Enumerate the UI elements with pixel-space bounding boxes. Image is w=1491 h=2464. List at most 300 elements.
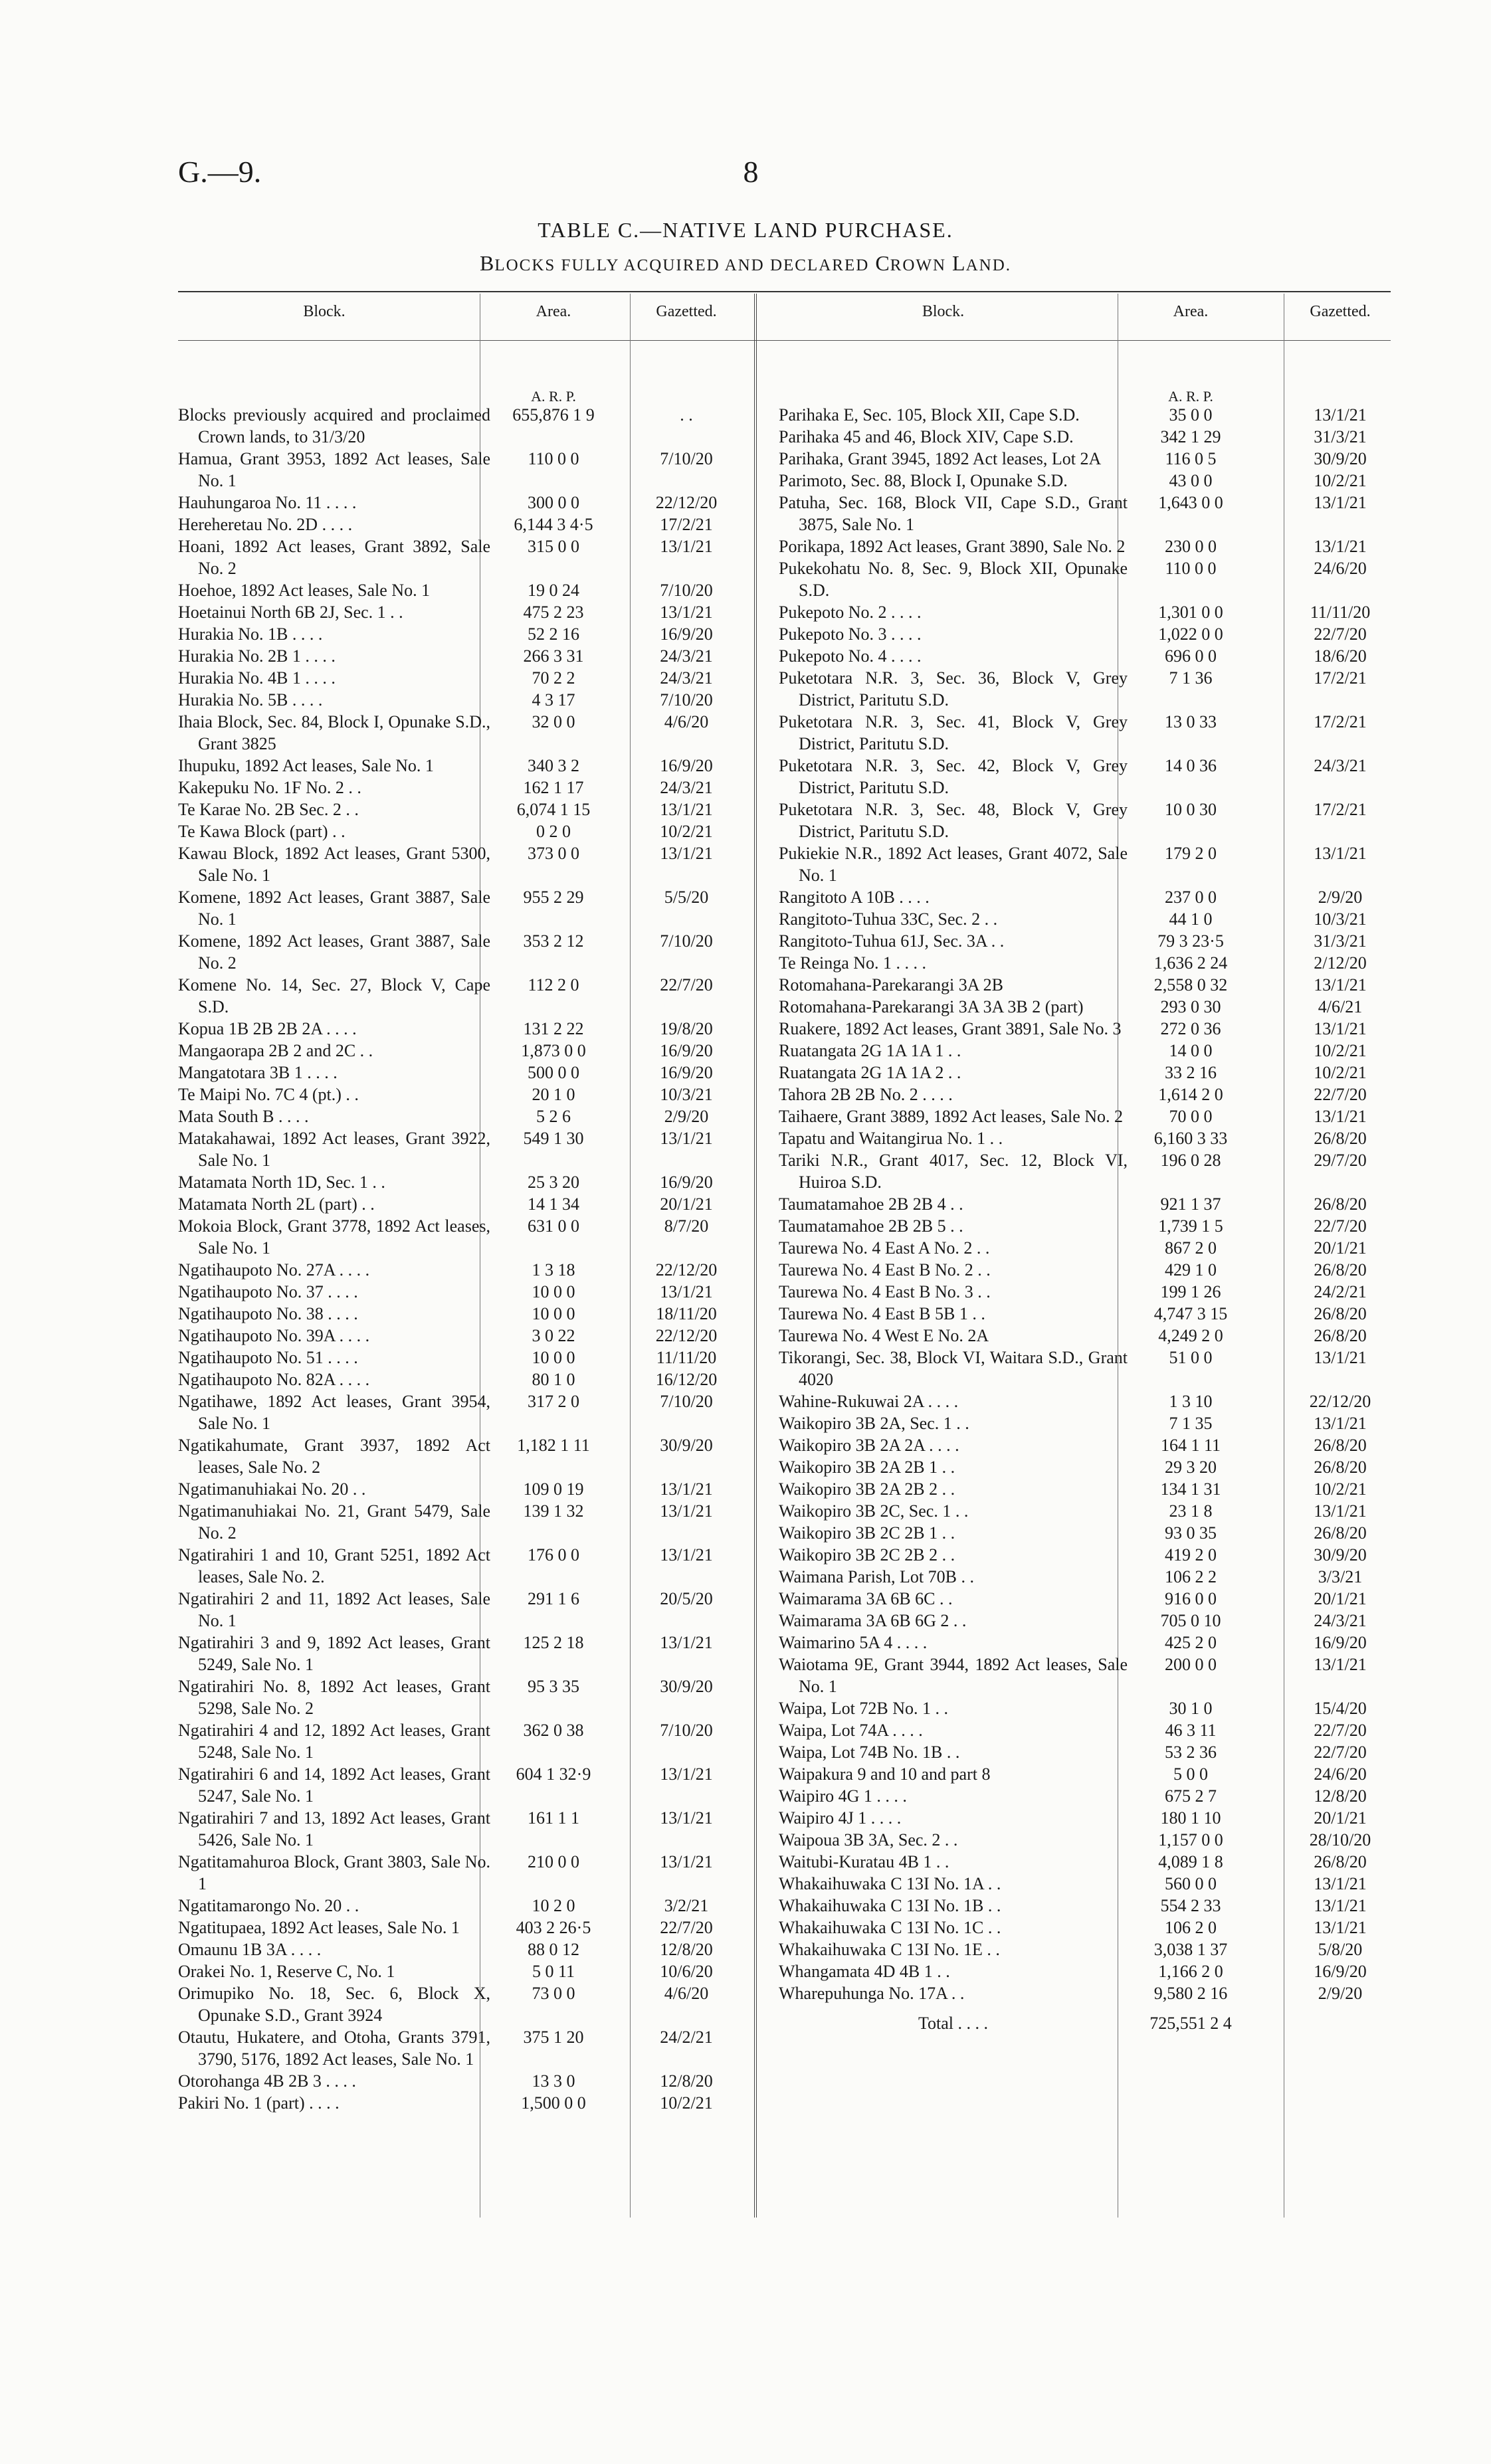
gazetted-date: 13/1/21	[660, 1633, 713, 1652]
table-row	[178, 799, 743, 820]
block-name: Ngatihawe, 1892 Act leases, Grant 3954, Sale No. 1	[178, 1392, 490, 1433]
table-row	[779, 1829, 1391, 1851]
block-name: Waipa, Lot 72B No. 1 . .	[779, 1699, 948, 1718]
block-name: Komene, 1892 Act leases, Grant 3887, Sale No. 1	[178, 888, 490, 929]
area-value: 1,022 0 0	[1158, 624, 1223, 644]
block-name: Otorohanga 4B 2B 3 . . . .	[178, 2071, 356, 2091]
table-row	[178, 1895, 743, 1917]
table-row	[178, 1325, 743, 1347]
area-value: 317 2 0	[528, 1392, 579, 1411]
area-value: 955 2 29	[523, 888, 584, 907]
table-row	[779, 1303, 1391, 1325]
units-row	[779, 385, 1391, 404]
gazetted-date: 13/1/21	[660, 1501, 713, 1521]
area-units: A. R. P.	[1168, 388, 1213, 405]
table-row	[779, 667, 1391, 711]
block-name: Omaunu 1B 3A . . . .	[178, 1940, 322, 1959]
table-row	[178, 1193, 743, 1215]
block-name: Ngatirahiri 1 and 10, Grant 5251, 1892 Act leases, Sale No. 2.	[178, 1545, 490, 1586]
table-row	[779, 1588, 1391, 1610]
block-name: Hoani, 1892 Act leases, Grant 3892, Sale No. 2	[178, 537, 490, 578]
block-name: Tikorangi, Sec. 38, Block VI, Waitara S.D., Grant 4020	[779, 1348, 1128, 1389]
table-row	[779, 711, 1391, 755]
area-value: 500 0 0	[528, 1063, 579, 1082]
right-table	[779, 385, 1391, 2034]
area-value: 604 1 32·9	[516, 1764, 591, 1784]
gazetted-date: 30/9/20	[660, 1436, 713, 1455]
area-value: 342 1 29	[1160, 427, 1221, 446]
table-row	[779, 1127, 1391, 1149]
block-name: Mangatotara 3B 1 . . . .	[178, 1063, 338, 1082]
gazetted-date: 20/1/21	[660, 1194, 713, 1214]
block-name: Parihaka E, Sec. 105, Block XII, Cape S.D.	[779, 405, 1080, 425]
area-value: 125 2 18	[523, 1633, 584, 1652]
area-value: 631 0 0	[528, 1216, 579, 1236]
table-row	[779, 1939, 1391, 1960]
area-value: 362 0 38	[523, 1721, 584, 1740]
gazetted-date: 2/12/20	[1314, 953, 1367, 973]
gazetted-date: 10/2/21	[660, 822, 713, 841]
table-row	[779, 1193, 1391, 1215]
table-row	[178, 404, 743, 448]
table-row	[779, 974, 1391, 996]
total-row	[779, 2012, 1391, 2034]
area-value: 549 1 30	[523, 1129, 584, 1148]
table-row	[178, 1127, 743, 1171]
gazetted-date: 22/7/20	[1314, 624, 1367, 644]
area-value: 272 0 36	[1160, 1019, 1221, 1038]
gazetted-date: 13/1/21	[1314, 1107, 1367, 1126]
block-name: Rangitoto-Tuhua 61J, Sec. 3A . .	[779, 931, 1005, 951]
area-value: 43 0 0	[1169, 471, 1213, 490]
area-value: 46 3 11	[1165, 1721, 1217, 1740]
gazetted-date: 26/8/20	[1314, 1129, 1367, 1148]
block-name: Ngatirahiri 4 and 12, 1892 Act leases, Grant 5248, Sale No. 1	[178, 1721, 490, 1762]
table-row	[779, 1654, 1391, 1697]
gazetted-date: 24/6/20	[1314, 559, 1367, 578]
block-name: Pukepoto No. 4 . . . .	[779, 646, 922, 666]
table-row	[779, 1763, 1391, 1785]
area-value: 196 0 28	[1160, 1151, 1221, 1170]
area-value: 237 0 0	[1165, 888, 1217, 907]
area-value: 210 0 0	[528, 1852, 579, 1871]
table-row	[779, 1105, 1391, 1127]
table-row	[779, 1566, 1391, 1588]
area-value: 10 0 30	[1165, 800, 1217, 819]
gazetted-date: 13/1/21	[660, 1852, 713, 1871]
table-row	[779, 1281, 1391, 1303]
area-value: 1 3 10	[1169, 1392, 1213, 1411]
area-value: 340 3 2	[528, 756, 579, 775]
block-name: Taumatamahoe 2B 2B 4 . .	[779, 1194, 963, 1214]
table-row	[779, 799, 1391, 842]
area-value: 419 2 0	[1165, 1545, 1217, 1564]
block-name: Ngatirahiri No. 8, 1892 Act leases, Grant 5298, Sale No. 2	[178, 1677, 490, 1718]
block-name: Ngatimanuhiakai No. 21, Grant 5479, Sale No. 2	[178, 1501, 490, 1543]
block-name: Tahora 2B 2B No. 2 . . . .	[779, 1085, 953, 1104]
block-name: Taurewa No. 4 West E No. 2A	[779, 1326, 989, 1345]
table-row	[178, 645, 743, 667]
block-name: Taurewa No. 4 East B No. 3 . .	[779, 1282, 991, 1301]
page-number: 8	[743, 155, 759, 189]
gazetted-date: 10/2/21	[1314, 471, 1367, 490]
gazetted-date: 13/1/21	[660, 537, 713, 556]
area-value: 25 3 20	[528, 1173, 579, 1192]
table-row	[779, 1084, 1391, 1105]
block-name: Puketotara N.R. 3, Sec. 48, Block V, Grey District, Paritutu S.D.	[779, 800, 1128, 841]
area-value: 5 2 6	[536, 1107, 571, 1126]
gazetted-date: 5/5/20	[664, 888, 709, 907]
gazetted-date: 13/1/21	[1314, 975, 1367, 995]
area-value: 9,580 2 16	[1153, 1984, 1228, 2003]
gazetted-date: 20/1/21	[1314, 1238, 1367, 1258]
gazetted-date: 22/12/20	[655, 1326, 718, 1345]
table-row	[178, 755, 743, 777]
area-value: 1,301 0 0	[1158, 603, 1223, 622]
gazetted-date: 11/11/20	[656, 1348, 717, 1367]
gazetted-date: 7/10/20	[660, 931, 713, 951]
gazetted-date: 13/1/21	[1314, 1655, 1367, 1674]
area-value: 30 1 0	[1169, 1699, 1213, 1718]
block-name: Te Reinga No. 1 . . . .	[779, 953, 927, 973]
gazetted-date: 13/1/21	[1314, 1874, 1367, 1893]
gazetted-date: 22/7/20	[660, 1918, 713, 1937]
block-name: Matamata North 2L (part) . .	[178, 1194, 375, 1214]
block-name: Ngatirahiri 7 and 13, 1892 Act leases, Grant 5426, Sale No. 1	[178, 1808, 490, 1849]
gazetted-date: 30/9/20	[660, 1677, 713, 1696]
area-value: 6,074 1 15	[516, 800, 591, 819]
block-name: Parihaka, Grant 3945, 1892 Act leases, Lot 2A	[779, 449, 1102, 468]
header-rule	[178, 340, 1391, 341]
block-name: Kakepuku No. 1F No. 2 . .	[178, 778, 361, 797]
area-value: 7 1 35	[1169, 1414, 1213, 1433]
gazetted-date: 20/5/20	[660, 1589, 713, 1608]
block-name: Mokoia Block, Grant 3778, 1892 Act leases, Sale No. 1	[178, 1216, 490, 1258]
gazetted-date: 24/3/21	[1314, 1611, 1367, 1630]
gazetted-date: 2/9/20	[664, 1107, 709, 1126]
area-value: 14 0 0	[1169, 1041, 1213, 1060]
block-name: Wharepuhunga No. 17A . .	[779, 1984, 965, 2003]
block-name: Pukekohatu No. 8, Sec. 9, Block XII, Opunake S.D.	[779, 559, 1128, 600]
area-value: 2,558 0 32	[1153, 975, 1228, 995]
gazetted-date: 13/1/21	[1314, 405, 1367, 425]
gazetted-date: 11/11/20	[1310, 603, 1371, 622]
gazetted-date: 8/7/20	[664, 1216, 709, 1236]
gazetted-date: 24/3/21	[660, 778, 713, 797]
area-value: 70 0 0	[1169, 1107, 1213, 1126]
area-value: 291 1 6	[528, 1589, 579, 1608]
block-name: Te Kawa Block (part) . .	[178, 822, 346, 841]
block-name: Rangitoto-Tuhua 33C, Sec. 2 . .	[779, 909, 998, 929]
table-row	[779, 1895, 1391, 1917]
table-row	[779, 1982, 1391, 2004]
table-row	[779, 1215, 1391, 1237]
gazetted-date: 10/3/21	[1314, 909, 1367, 929]
area-value: 14 0 36	[1165, 756, 1217, 775]
table-row	[779, 1478, 1391, 1500]
total-area: 725,551 2 4	[1149, 2014, 1232, 2033]
table-row	[178, 1281, 743, 1303]
gazetted-date: 30/9/20	[1314, 449, 1367, 468]
gazetted-date: 24/3/21	[660, 646, 713, 666]
gazetted-date: 13/1/21	[1314, 1896, 1367, 1915]
table-row	[178, 1215, 743, 1259]
block-name: Komene No. 14, Sec. 27, Block V, Cape S.D.	[178, 975, 490, 1016]
block-name: Kopua 1B 2B 2B 2A . . . .	[178, 1019, 357, 1038]
block-name: Waikopiro 3B 2A, Sec. 1 . .	[779, 1414, 969, 1433]
block-name: Waikopiro 3B 2A 2A . . . .	[779, 1436, 959, 1455]
area-value: 5 0 11	[532, 1962, 575, 1981]
table-row	[779, 1697, 1391, 1719]
block-name: Ngatitamahuroa Block, Grant 3803, Sale No. 1	[178, 1852, 490, 1893]
gazetted-date: 26/8/20	[1314, 1326, 1367, 1345]
block-name: Ngatihaupoto No. 82A . . . .	[178, 1370, 370, 1389]
table-row	[178, 1347, 743, 1369]
gazetted-date: 24/6/20	[1314, 1764, 1367, 1784]
area-value: 10 0 0	[532, 1282, 575, 1301]
block-name: Ngatihaupoto No. 27A . . . .	[178, 1260, 370, 1279]
gazetted-date: 7/10/20	[660, 690, 713, 710]
area-value: 116 0 5	[1165, 449, 1217, 468]
block-name: Pakiri No. 1 (part) . . . .	[178, 2093, 340, 2113]
table-row	[779, 1259, 1391, 1281]
gazetted-date: 22/7/20	[1314, 1085, 1367, 1104]
table-row	[779, 1456, 1391, 1478]
table-row	[178, 974, 743, 1018]
area-value: 200 0 0	[1165, 1655, 1217, 1674]
table-row	[779, 1237, 1391, 1259]
table-row	[779, 1632, 1391, 1654]
block-name: Waipakura 9 and 10 and part 8	[779, 1764, 991, 1784]
table-row	[178, 1478, 743, 1500]
area-value: 70 2 2	[532, 668, 575, 688]
area-value: 3 0 22	[532, 1326, 575, 1345]
table-row	[779, 1960, 1391, 1982]
table-row	[178, 1369, 743, 1390]
block-name: Komene, 1892 Act leases, Grant 3887, Sale No. 2	[178, 931, 490, 973]
table-row	[178, 1084, 743, 1105]
block-name: Hurakia No. 5B . . . .	[178, 690, 323, 710]
area-value: 73 0 0	[532, 1984, 575, 2003]
area-value: 32 0 0	[532, 712, 575, 731]
block-name: Kawau Block, 1892 Act leases, Grant 5300, Sale No. 1	[178, 844, 490, 885]
area-value: 106 2 2	[1165, 1567, 1217, 1586]
area-value: 1,614 2 0	[1158, 1085, 1223, 1104]
table-row	[779, 1500, 1391, 1522]
area-value: 139 1 32	[523, 1501, 584, 1521]
table-row	[178, 1675, 743, 1719]
left-gazetted-header: Gazetted.	[656, 303, 717, 320]
left-table	[178, 385, 743, 2114]
area-value: 131 2 22	[523, 1019, 584, 1038]
area-value: 10 0 0	[532, 1304, 575, 1323]
area-value: 29 3 20	[1165, 1458, 1217, 1477]
table-row	[178, 1434, 743, 1478]
table-row	[779, 886, 1391, 908]
table-row	[779, 1610, 1391, 1632]
area-value: 6,144 3 4·5	[514, 515, 593, 534]
area-value: 110 0 0	[1165, 559, 1217, 578]
left-block-header: Block.	[303, 303, 346, 320]
table-row	[178, 1171, 743, 1193]
table-row	[178, 1851, 743, 1895]
gazetted-date: 10/6/20	[660, 1962, 713, 1981]
block-name: Whakaihuwaka C 13I No. 1A . .	[779, 1874, 1001, 1893]
table-row	[178, 1763, 743, 1807]
gazetted-date: 16/9/20	[1314, 1962, 1367, 1981]
area-value: 5 0 0	[1173, 1764, 1208, 1784]
block-name: Waipiro 4J 1 . . . .	[779, 1808, 902, 1828]
area-value: 4,089 1 8	[1158, 1852, 1223, 1871]
table-row	[178, 1062, 743, 1084]
gazetted-date: 7/10/20	[660, 581, 713, 600]
area-value: 134 1 31	[1160, 1479, 1221, 1499]
gazetted-date: 13/1/21	[1314, 493, 1367, 512]
gazetted-date: 5/8/20	[1318, 1940, 1363, 1959]
table-row	[178, 1544, 743, 1588]
block-name: Matakahawai, 1892 Act leases, Grant 3922, Sale No. 1	[178, 1129, 490, 1170]
gazetted-date: 22/12/20	[1309, 1392, 1371, 1411]
table-row	[779, 404, 1391, 426]
block-name: Rotomahana-Parekarangi 3A 3A 3B 2 (part)	[779, 997, 1084, 1016]
gazetted-date: 31/3/21	[1314, 931, 1367, 951]
block-name: Taurewa No. 4 East B No. 2 . .	[779, 1260, 991, 1279]
right-block-header: Block.	[922, 303, 965, 320]
gazetted-date: 10/2/21	[660, 2093, 713, 2113]
gazetted-date: 24/2/21	[660, 2028, 713, 2047]
gazetted-date: 13/1/21	[660, 1764, 713, 1784]
right-gazetted-header: Gazetted.	[1310, 303, 1371, 320]
table-row	[178, 711, 743, 755]
gazetted-date: . .	[680, 405, 693, 425]
area-value: 199 1 26	[1160, 1282, 1221, 1301]
gazetted-date: 19/8/20	[660, 1019, 713, 1038]
area-value: 1,157 0 0	[1158, 1830, 1223, 1849]
gazetted-date: 16/12/20	[655, 1370, 718, 1389]
area-value: 655,876 1 9	[512, 405, 595, 425]
gazetted-date: 13/1/21	[660, 603, 713, 622]
block-name: Blocks previously acquired and proclaimed Crown lands, to 31/3/20	[178, 405, 490, 446]
gazetted-date: 26/8/20	[1314, 1436, 1367, 1455]
table-row	[779, 1390, 1391, 1412]
gazetted-date: 7/10/20	[660, 1721, 713, 1740]
block-name: Ngatirahiri 6 and 14, 1892 Act leases, Grant 5247, Sale No. 1	[178, 1764, 490, 1806]
area-value: 425 2 0	[1165, 1633, 1217, 1652]
area-value: 266 3 31	[523, 646, 584, 666]
gazetted-date: 26/8/20	[1314, 1523, 1367, 1543]
gazetted-date: 2/9/20	[1318, 1984, 1363, 2003]
block-name: Te Maipi No. 7C 4 (pt.) . .	[178, 1085, 359, 1104]
table-row	[779, 930, 1391, 952]
center-divider	[754, 294, 757, 2218]
block-name: Ngatirahiri 3 and 9, 1892 Act leases, Grant 5249, Sale No. 1	[178, 1633, 490, 1674]
block-name: Rotomahana-Parekarangi 3A 2B	[779, 975, 1003, 995]
gazetted-date: 24/3/21	[660, 668, 713, 688]
gazetted-date: 22/7/20	[1314, 1743, 1367, 1762]
area-value: 1,873 0 0	[521, 1041, 586, 1060]
table-row	[779, 601, 1391, 623]
table-row	[178, 1632, 743, 1675]
block-name: Hurakia No. 2B 1 . . . .	[178, 646, 336, 666]
gazetted-date: 13/1/21	[660, 1808, 713, 1828]
gazetted-date: 4/6/20	[664, 1984, 709, 2003]
area-value: 95 3 35	[528, 1677, 579, 1696]
block-name: Waikopiro 3B 2C 2B 2 . .	[779, 1545, 955, 1564]
block-name: Taihaere, Grant 3889, 1892 Act leases, Sale No. 2	[779, 1107, 1124, 1126]
table-row	[779, 1807, 1391, 1829]
total-label: Total . . . .	[918, 2014, 989, 2033]
block-name: Pukepoto No. 2 . . . .	[779, 603, 922, 622]
area-value: 23 1 8	[1169, 1501, 1213, 1521]
block-name: Waimarino 5A 4 . . . .	[779, 1633, 928, 1652]
block-name: Waipiro 4G 1 . . . .	[779, 1786, 907, 1806]
block-name: Whakaihuwaka C 13I No. 1E . .	[779, 1940, 1000, 1959]
table-row	[178, 886, 743, 930]
block-name: Waipa, Lot 74A . . . .	[779, 1721, 923, 1740]
gazetted-date: 16/9/20	[660, 1041, 713, 1060]
block-name: Puketotara N.R. 3, Sec. 41, Block V, Grey District, Paritutu S.D.	[779, 712, 1128, 753]
block-name: Taurewa No. 4 East B 5B 1 . .	[779, 1304, 985, 1323]
gazetted-date: 13/1/21	[660, 1129, 713, 1148]
block-name: Waimana Parish, Lot 70B . .	[779, 1567, 974, 1586]
table-row	[178, 2026, 743, 2070]
gazetted-date: 7/10/20	[660, 1392, 713, 1411]
table-row	[178, 579, 743, 601]
gazetted-date: 30/9/20	[1314, 1545, 1367, 1564]
gazetted-date: 13/1/21	[660, 844, 713, 863]
table-row	[779, 1785, 1391, 1807]
area-value: 921 1 37	[1160, 1194, 1221, 1214]
block-name: Waikopiro 3B 2C 2B 1 . .	[779, 1523, 955, 1543]
table-row	[779, 623, 1391, 645]
block-name: Ruatangata 2G 1A 1A 1 . .	[779, 1041, 961, 1060]
table-row	[178, 1105, 743, 1127]
table-row	[779, 1434, 1391, 1456]
gazetted-date: 26/8/20	[1314, 1458, 1367, 1477]
gazetted-date: 13/1/21	[1314, 1414, 1367, 1433]
gazetted-date: 20/1/21	[1314, 1589, 1367, 1608]
table-row	[779, 1719, 1391, 1741]
gazetted-date: 12/8/20	[1314, 1786, 1367, 1806]
block-name: Hereheretau No. 2D . . . .	[178, 515, 353, 534]
gazetted-date: 10/3/21	[660, 1085, 713, 1104]
area-value: 4,747 3 15	[1153, 1304, 1228, 1323]
block-name: Patuha, Sec. 168, Block VII, Cape S.D., Grant 3875, Sale No. 1	[779, 493, 1128, 534]
block-name: Otautu, Hukatere, and Otoha, Grants 3791, 3790, 5176, 1892 Act leases, Sale No. 1	[178, 2028, 490, 2069]
block-name: Pukepoto No. 3 . . . .	[779, 624, 922, 644]
area-value: 1,739 1 5	[1158, 1216, 1223, 1236]
area-value: 162 1 17	[523, 778, 584, 797]
table-row	[178, 667, 743, 689]
area-value: 112 2 0	[528, 975, 579, 995]
table-row	[178, 1719, 743, 1763]
table-row	[178, 1807, 743, 1851]
table-row	[779, 952, 1391, 974]
table-row	[779, 470, 1391, 492]
gazetted-date: 22/7/20	[1314, 1721, 1367, 1740]
gazetted-date: 13/1/21	[660, 1545, 713, 1564]
area-value: 315 0 0	[528, 537, 579, 556]
area-value: 110 0 0	[528, 449, 579, 468]
gazetted-date: 13/1/21	[1314, 1019, 1367, 1038]
table-row	[178, 492, 743, 514]
table-row	[178, 820, 743, 842]
block-name: Hurakia No. 1B . . . .	[178, 624, 323, 644]
gazetted-date: 17/2/21	[1314, 800, 1367, 819]
gazetted-date: 24/3/21	[1314, 756, 1367, 775]
gazetted-date: 29/7/20	[1314, 1151, 1367, 1170]
right-area-header: Area.	[1173, 303, 1209, 320]
